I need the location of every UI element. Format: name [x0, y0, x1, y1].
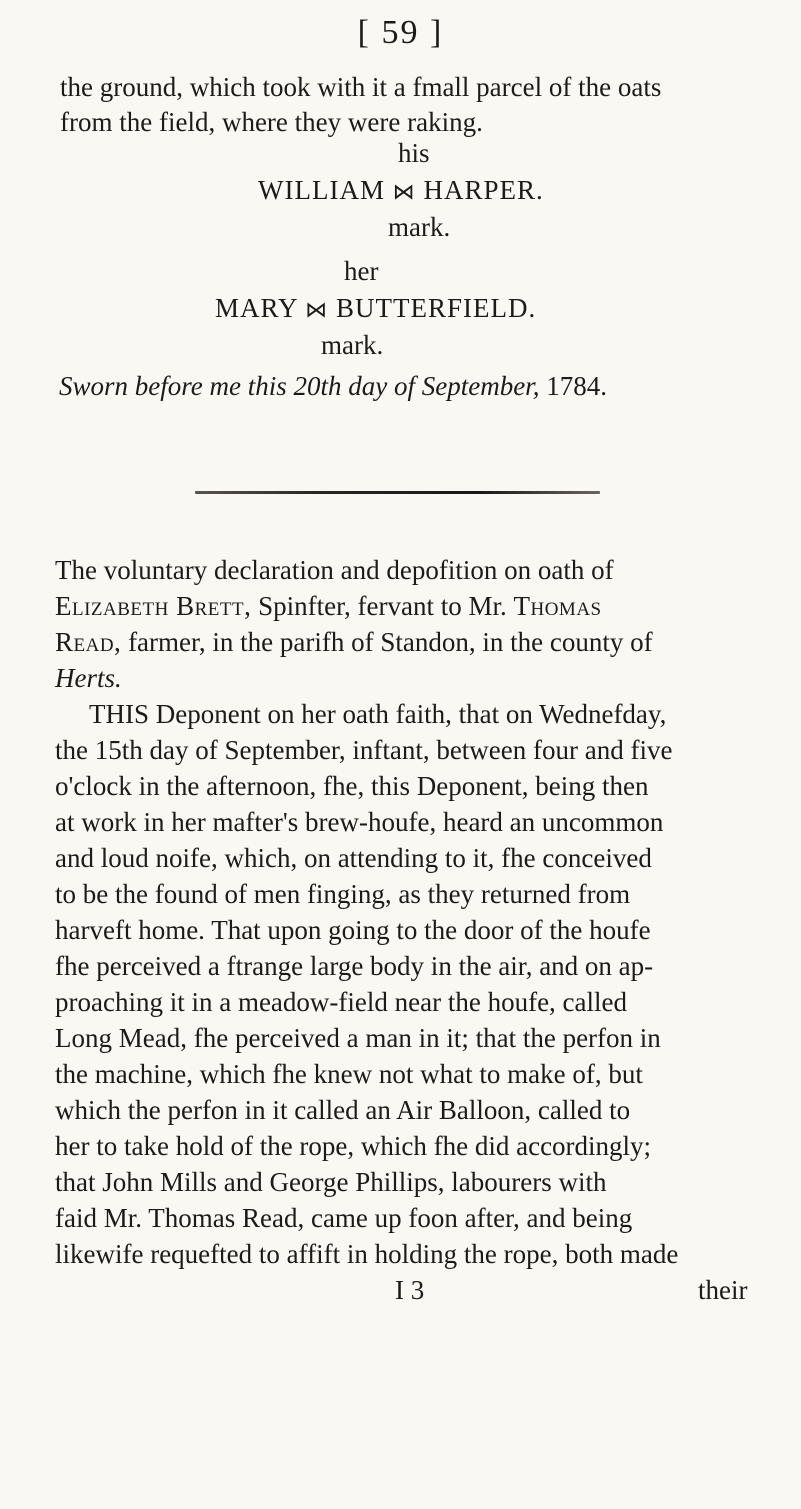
signature-pronoun: his: [398, 138, 430, 168]
sworn-day: 20th: [293, 371, 342, 401]
signature-mark-label: mark.: [388, 212, 451, 242]
text-line: the ground, which took with it a fmall parcel of the oats: [60, 72, 662, 102]
master-surname: Read,: [55, 627, 122, 657]
section-divider: [195, 491, 600, 494]
declaration-heading-line: The voluntary declaration and depofition on oath of: [55, 555, 614, 585]
declaration-text: farmer, in the parifh of Standon, in the county of: [121, 627, 653, 657]
sworn-text: Sworn before me this: [59, 371, 294, 401]
body-line: which the perfon in it called an Air Balloon, called to: [55, 1095, 631, 1125]
body-line: o'clock in the afternoon, fhe, this Deponent, being then: [55, 771, 649, 801]
declaration-heading-line: [55, 591, 602, 622]
sworn-year: 1784.: [546, 371, 607, 401]
signature-mark: I 3: [395, 1275, 425, 1305]
sworn-statement: [59, 371, 607, 402]
signature-mark-label: mark.: [321, 330, 384, 360]
signature-last-name: HARPER.: [423, 175, 544, 205]
signature-first-name: MARY: [215, 293, 298, 323]
body-line: fhe perceived a ftrange large body in the air, and on ap-: [55, 951, 654, 981]
body-line: the machine, which fhe knew not what to make of, but: [55, 1059, 643, 1089]
body-line: harveft home. That upon going to the door of the houfe: [55, 915, 651, 945]
body-line: her to take hold of the rope, which fhe did accordingly;: [55, 1131, 652, 1161]
body-line: Long Mead, fhe perceived a man in it; that the perfon in: [55, 1023, 661, 1053]
declaration-heading-line: [55, 627, 653, 658]
body-line: faid Mr. Thomas Read, came up foon after, and being: [55, 1203, 633, 1233]
signature-pronoun: her: [344, 256, 379, 286]
signature-first-name: WILLIAM: [258, 175, 385, 205]
deponent-name: Elizabeth Brett,: [55, 591, 252, 621]
cross-mark-icon: ⋈: [305, 298, 329, 323]
county-name: Herts.: [55, 663, 122, 693]
cross-mark-icon: ⋈: [392, 180, 416, 205]
intro-paragraph: [60, 70, 780, 140]
body-line: the 15th day of September, inftant, between four and five: [55, 735, 673, 765]
body-line: to be the found of men finging, as they returned from: [55, 879, 631, 909]
signature-name: [215, 293, 536, 324]
signature-name: [258, 175, 544, 206]
body-line: at work in her mafter's brew-houfe, heard an uncommon: [55, 807, 664, 837]
body-line: THIS Deponent on her oath faith, that on Wednefday,: [89, 699, 667, 729]
text-line: from the field, where they were raking.: [60, 107, 483, 137]
catchword: their: [698, 1275, 748, 1305]
page-number: [ 59 ]: [357, 14, 444, 51]
sworn-text-mid: day of September,: [341, 371, 547, 401]
signature-last-name: BUTTERFIELD.: [336, 293, 537, 323]
master-name: Thomas: [513, 591, 602, 621]
body-line: likewife requefted to affift in holding the rope, both made: [55, 1239, 679, 1269]
declaration-text: Spinfter, fervant to Mr.: [251, 591, 514, 621]
body-line: and loud noife, which, on attending to it, fhe conceived: [55, 843, 652, 873]
body-line: proaching it in a meadow-field near the houfe, called: [55, 987, 628, 1017]
body-line: that John Mills and George Phillips, labourers with: [55, 1167, 607, 1197]
